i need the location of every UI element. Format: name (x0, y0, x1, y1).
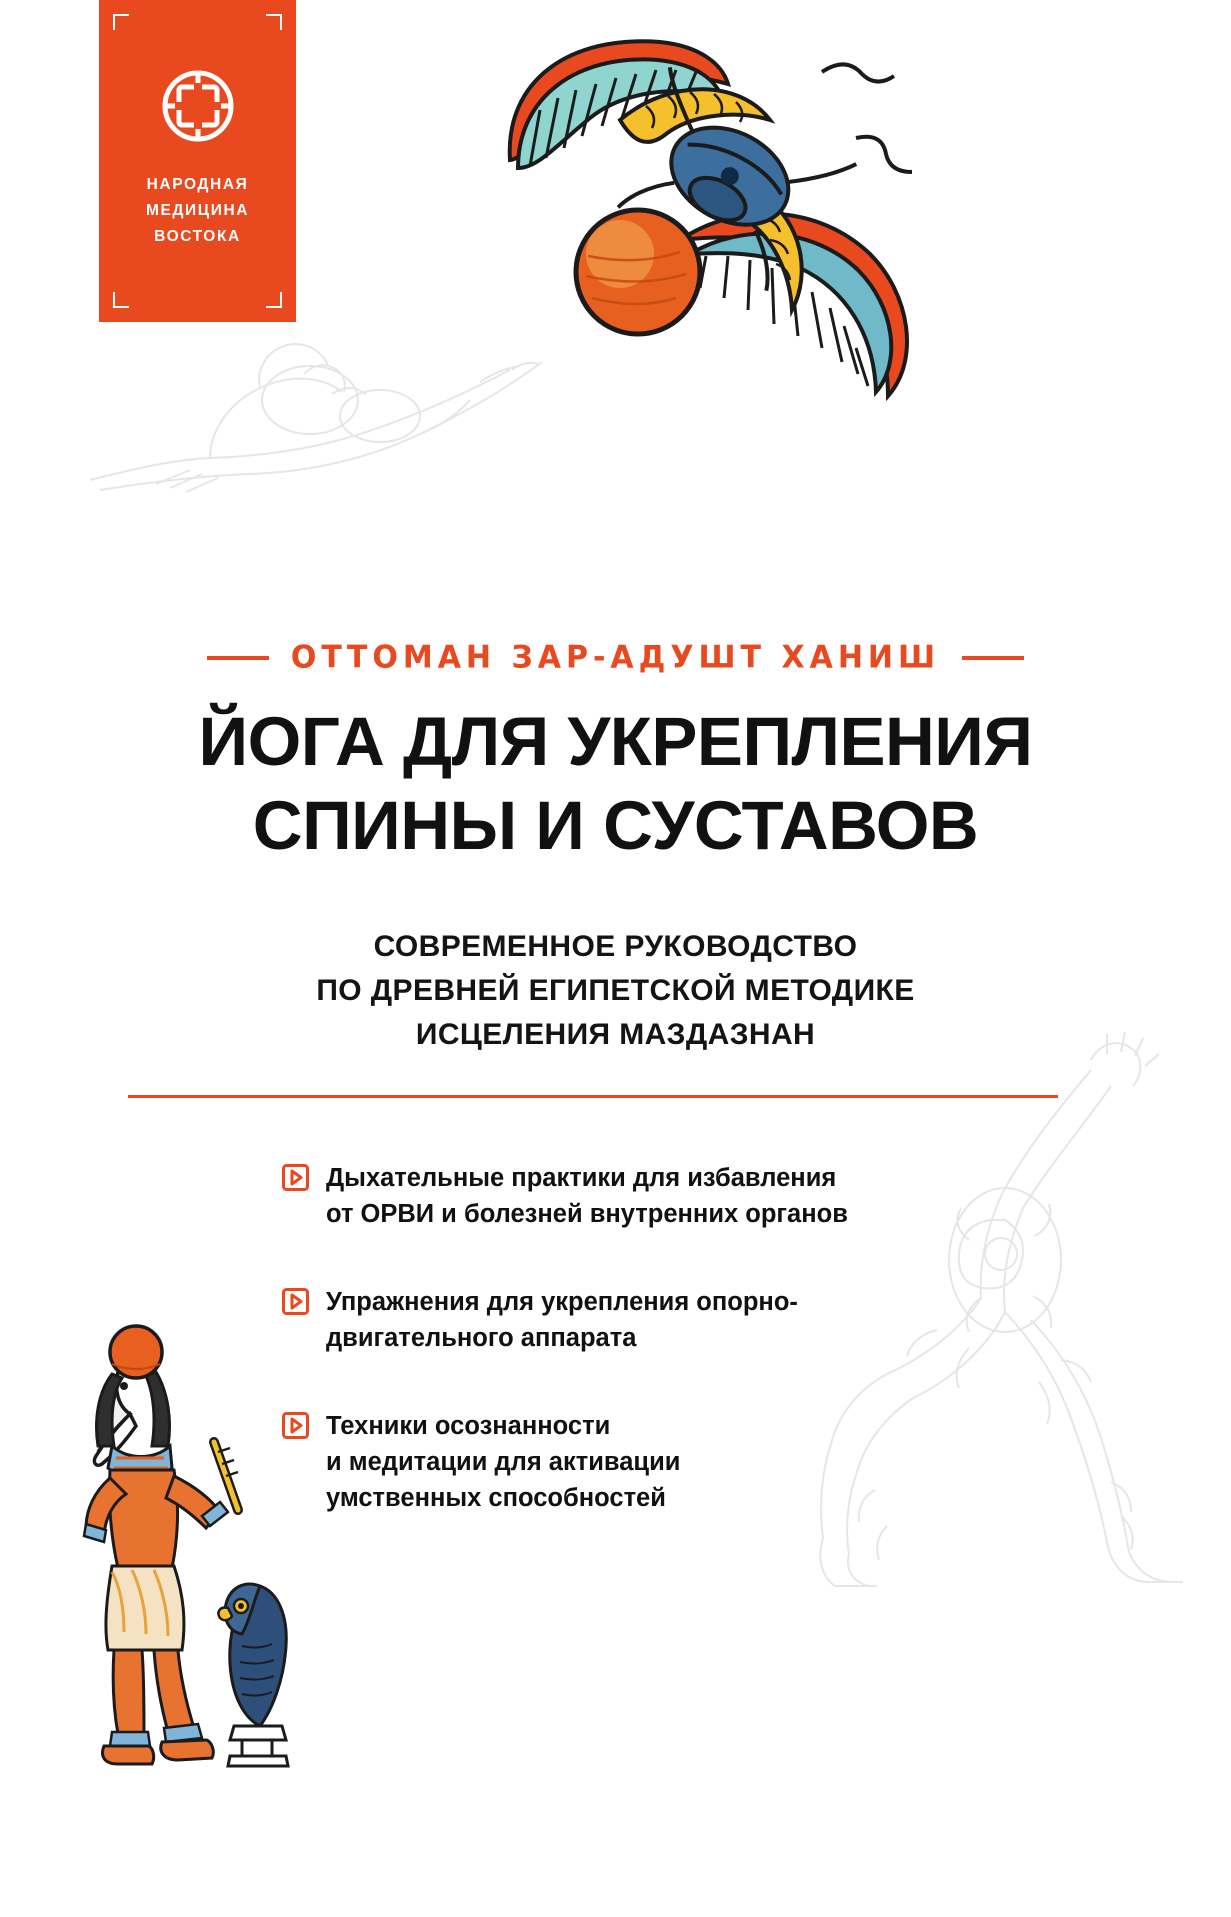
feature-bullet-list (282, 1160, 1002, 1568)
bullet-3-line-2: и медитации для активации (326, 1448, 681, 1476)
list-item (282, 1408, 1002, 1516)
author-rule-left (207, 656, 269, 660)
series-badge-text (146, 172, 249, 250)
triangle-bullet-icon (282, 1164, 309, 1191)
triangle-bullet-icon (282, 1288, 309, 1315)
thoth-and-falcon-icon (68, 1320, 348, 1780)
bullet-3-line-1: Техники осознанности (326, 1412, 611, 1440)
bullet-1-line-2: от ОРВИ и болезней внутренних органов (326, 1200, 848, 1228)
subtitle-line-2: ПО ДРЕВНЕЙ ЕГИПЕТСКОЙ МЕТОДИКЕ (316, 974, 915, 1007)
badge-corner-top-left (113, 14, 129, 30)
subtitle-line-1: СОВРЕМЕННОЕ РУКОВОДСТВО (373, 930, 858, 963)
author-name: ОТТОМАН ЗАР-АДУШТ ХАНИШ (290, 639, 941, 676)
bullet-text (326, 1284, 798, 1356)
title-line-2: СПИНЫ И СУСТАВОВ (252, 787, 979, 864)
badge-corner-top-right (266, 14, 282, 30)
shou-knot-emblem-icon (158, 66, 238, 146)
subtitle-line-3: ИСЦЕЛЕНИЯ МАЗДАЗНАН (415, 1018, 816, 1051)
author-row (0, 640, 1231, 675)
author-rule-right (962, 656, 1024, 660)
bullet-text (326, 1408, 680, 1516)
series-badge-line-3: ВОСТОКА (154, 228, 241, 245)
series-badge (99, 0, 296, 322)
bullet-2-line-2: двигательного аппарата (326, 1324, 637, 1352)
badge-corner-bottom-right (266, 292, 282, 308)
title-line-1: ЙОГА ДЛЯ УКРЕПЛЕНИЯ (198, 703, 1033, 780)
list-item (282, 1284, 1002, 1356)
bullet-3-line-3: умственных способностей (326, 1484, 666, 1512)
bullet-1-line-1: Дыхательные практики для избавления (326, 1164, 837, 1192)
series-badge-line-1: НАРОДНАЯ (146, 176, 249, 193)
page-title (0, 700, 1231, 868)
bullet-text (326, 1160, 848, 1232)
list-item (282, 1160, 1002, 1232)
badge-corner-bottom-left (113, 292, 129, 308)
reclining-yoga-figure-watermark-icon (60, 330, 580, 510)
series-badge-line-2: МЕДИЦИНА (145, 202, 250, 219)
bullet-2-line-1: Упражнения для укрепления опорно- (326, 1288, 798, 1316)
